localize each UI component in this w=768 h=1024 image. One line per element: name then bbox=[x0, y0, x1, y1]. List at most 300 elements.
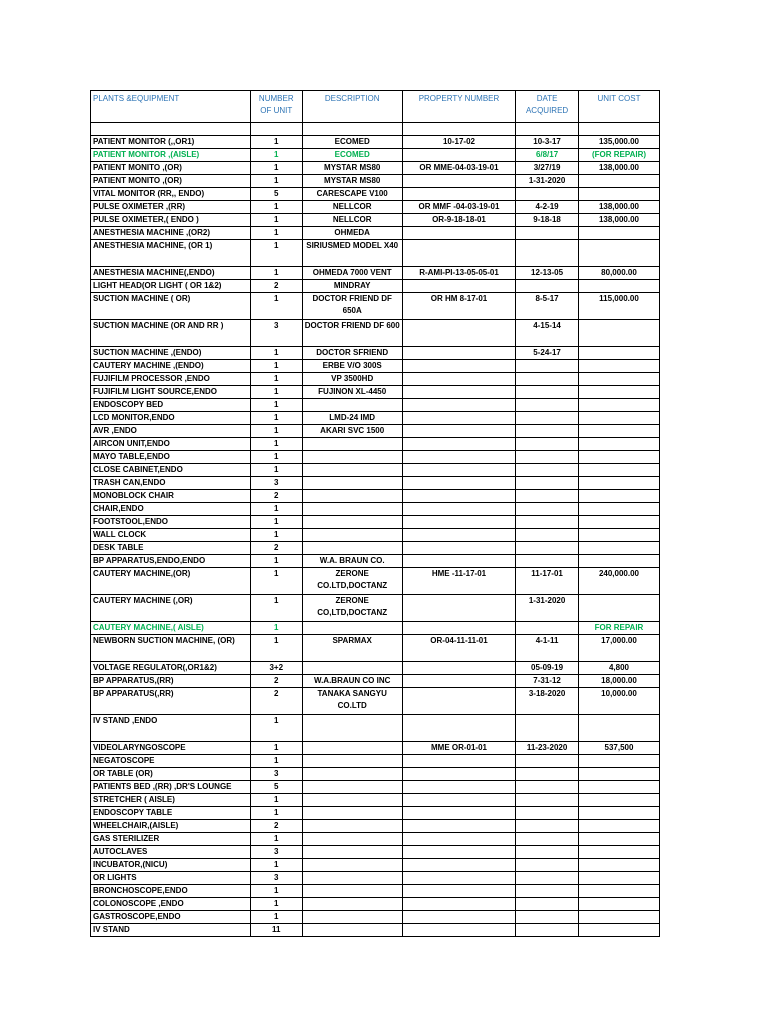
cell-date-acquired: 8-5-17 bbox=[516, 293, 579, 320]
cell-number-of-unit: 1 bbox=[250, 227, 302, 240]
cell-equipment bbox=[91, 123, 251, 136]
cell-date-acquired bbox=[516, 503, 579, 516]
cell-date-acquired bbox=[516, 280, 579, 293]
cell-equipment: ENDOSCOPY BED bbox=[91, 399, 251, 412]
cell-date-acquired bbox=[516, 542, 579, 555]
cell-property-number bbox=[402, 240, 515, 267]
cell-equipment: ANESTHESIA MACHINE(,ENDO) bbox=[91, 267, 251, 280]
cell-unit-cost bbox=[578, 755, 659, 768]
cell-property-number bbox=[402, 781, 515, 794]
table-row bbox=[91, 123, 660, 136]
cell-property-number bbox=[402, 529, 515, 542]
table-row bbox=[91, 568, 660, 595]
table-row bbox=[91, 347, 660, 360]
cell-date-acquired bbox=[516, 490, 579, 503]
cell-number-of-unit: 3 bbox=[250, 320, 302, 347]
cell-unit-cost: 10,000.00 bbox=[578, 688, 659, 715]
cell-unit-cost bbox=[578, 859, 659, 872]
table-row bbox=[91, 885, 660, 898]
table-row bbox=[91, 503, 660, 516]
table-row bbox=[91, 911, 660, 924]
cell-description bbox=[302, 399, 402, 412]
cell-number-of-unit: 1 bbox=[250, 267, 302, 280]
cell-equipment: VITAL MONITOR (RR,, ENDO) bbox=[91, 188, 251, 201]
cell-date-acquired bbox=[516, 755, 579, 768]
cell-unit-cost bbox=[578, 542, 659, 555]
cell-date-acquired bbox=[516, 438, 579, 451]
table-row bbox=[91, 149, 660, 162]
cell-date-acquired bbox=[516, 622, 579, 635]
cell-unit-cost bbox=[578, 425, 659, 438]
cell-date-acquired: 4-15-14 bbox=[516, 320, 579, 347]
cell-unit-cost bbox=[578, 347, 659, 360]
table-row bbox=[91, 188, 660, 201]
cell-date-acquired: 4-1-11 bbox=[516, 635, 579, 662]
cell-number-of-unit: 1 bbox=[250, 516, 302, 529]
cell-number-of-unit: 1 bbox=[250, 529, 302, 542]
cell-number-of-unit: 1 bbox=[250, 503, 302, 516]
cell-equipment: BP APPARATUS(,RR) bbox=[91, 688, 251, 715]
cell-date-acquired bbox=[516, 529, 579, 542]
cell-number-of-unit: 1 bbox=[250, 464, 302, 477]
cell-property-number bbox=[402, 768, 515, 781]
cell-unit-cost bbox=[578, 188, 659, 201]
table-row bbox=[91, 201, 660, 214]
cell-number-of-unit: 1 bbox=[250, 622, 302, 635]
cell-equipment: IV STAND bbox=[91, 924, 251, 937]
cell-unit-cost bbox=[578, 555, 659, 568]
cell-equipment: LCD MONITOR,ENDO bbox=[91, 412, 251, 425]
cell-number-of-unit: 1 bbox=[250, 911, 302, 924]
cell-number-of-unit: 1 bbox=[250, 555, 302, 568]
cell-equipment: VIDEOLARYNGOSCOPE bbox=[91, 742, 251, 755]
cell-number-of-unit: 3 bbox=[250, 872, 302, 885]
table-row bbox=[91, 742, 660, 755]
cell-description bbox=[302, 768, 402, 781]
cell-number-of-unit: 1 bbox=[250, 807, 302, 820]
cell-description bbox=[302, 438, 402, 451]
cell-number-of-unit: 3 bbox=[250, 846, 302, 859]
cell-equipment: IV STAND ,ENDO bbox=[91, 715, 251, 742]
cell-date-acquired bbox=[516, 425, 579, 438]
cell-unit-cost bbox=[578, 794, 659, 807]
cell-unit-cost: 17,000.00 bbox=[578, 635, 659, 662]
cell-equipment: CAUTERY MACHINE ,(ENDO) bbox=[91, 360, 251, 373]
cell-equipment: CHAIR,ENDO bbox=[91, 503, 251, 516]
table-row bbox=[91, 846, 660, 859]
cell-description bbox=[302, 123, 402, 136]
cell-description: DOCTOR FRIEND DF 650A bbox=[302, 293, 402, 320]
cell-equipment: SUCTION MACHINE ,(ENDO) bbox=[91, 347, 251, 360]
cell-date-acquired bbox=[516, 555, 579, 568]
cell-description: DOCTOR FRIEND DF 600 bbox=[302, 320, 402, 347]
cell-equipment: GASTROSCOPE,ENDO bbox=[91, 911, 251, 924]
cell-unit-cost bbox=[578, 399, 659, 412]
cell-equipment: CAUTERY MACHINE,(OR) bbox=[91, 568, 251, 595]
cell-equipment: BP APPARATUS,(RR) bbox=[91, 675, 251, 688]
cell-number-of-unit: 1 bbox=[250, 568, 302, 595]
cell-property-number bbox=[402, 438, 515, 451]
table-row bbox=[91, 516, 660, 529]
table-row bbox=[91, 675, 660, 688]
table-row bbox=[91, 490, 660, 503]
cell-unit-cost bbox=[578, 768, 659, 781]
cell-date-acquired bbox=[516, 188, 579, 201]
cell-date-acquired bbox=[516, 516, 579, 529]
cell-equipment: LIGHT HEAD(OR LIGHT ( OR 1&2) bbox=[91, 280, 251, 293]
table-row bbox=[91, 227, 660, 240]
cell-property-number bbox=[402, 347, 515, 360]
cell-date-acquired: 7-31-12 bbox=[516, 675, 579, 688]
table-row bbox=[91, 807, 660, 820]
cell-equipment: FOOTSTOOL,ENDO bbox=[91, 516, 251, 529]
cell-property-number bbox=[402, 360, 515, 373]
cell-unit-cost: 138,000.00 bbox=[578, 162, 659, 175]
cell-unit-cost bbox=[578, 529, 659, 542]
cell-number-of-unit: 1 bbox=[250, 214, 302, 227]
cell-equipment: PATIENT MONITO ,(OR) bbox=[91, 162, 251, 175]
cell-property-number bbox=[402, 123, 515, 136]
cell-description: DOCTOR SFRIEND bbox=[302, 347, 402, 360]
cell-unit-cost bbox=[578, 807, 659, 820]
table-row bbox=[91, 924, 660, 937]
table-row bbox=[91, 622, 660, 635]
cell-description: NELLCOR bbox=[302, 201, 402, 214]
cell-number-of-unit: 1 bbox=[250, 635, 302, 662]
cell-description bbox=[302, 846, 402, 859]
cell-unit-cost bbox=[578, 846, 659, 859]
cell-unit-cost bbox=[578, 595, 659, 622]
table-row bbox=[91, 162, 660, 175]
cell-property-number bbox=[402, 675, 515, 688]
table-row bbox=[91, 214, 660, 227]
cell-date-acquired: 11-23-2020 bbox=[516, 742, 579, 755]
table-row bbox=[91, 293, 660, 320]
cell-date-acquired bbox=[516, 386, 579, 399]
cell-description: AKARI SVC 1500 bbox=[302, 425, 402, 438]
cell-property-number bbox=[402, 872, 515, 885]
cell-date-acquired bbox=[516, 240, 579, 267]
cell-equipment: WHEELCHAIR,(AISLE) bbox=[91, 820, 251, 833]
cell-number-of-unit: 1 bbox=[250, 438, 302, 451]
cell-property-number bbox=[402, 386, 515, 399]
cell-unit-cost bbox=[578, 477, 659, 490]
cell-equipment: COLONOSCOPE ,ENDO bbox=[91, 898, 251, 911]
cell-number-of-unit: 1 bbox=[250, 595, 302, 622]
cell-unit-cost bbox=[578, 924, 659, 937]
cell-unit-cost: 135,000.00 bbox=[578, 136, 659, 149]
cell-unit-cost bbox=[578, 373, 659, 386]
cell-number-of-unit: 1 bbox=[250, 149, 302, 162]
cell-property-number bbox=[402, 911, 515, 924]
cell-number-of-unit: 1 bbox=[250, 898, 302, 911]
cell-equipment: FUJIFILM PROCESSOR ,ENDO bbox=[91, 373, 251, 386]
cell-description: VP 3500HD bbox=[302, 373, 402, 386]
cell-description bbox=[302, 503, 402, 516]
cell-property-number bbox=[402, 477, 515, 490]
cell-property-number bbox=[402, 715, 515, 742]
cell-date-acquired: 11-17-01 bbox=[516, 568, 579, 595]
cell-equipment: BRONCHOSCOPE,ENDO bbox=[91, 885, 251, 898]
header-number-of-unit: NUMBER OF UNIT bbox=[250, 91, 302, 123]
cell-number-of-unit bbox=[250, 123, 302, 136]
cell-number-of-unit: 1 bbox=[250, 715, 302, 742]
cell-unit-cost: 240,000.00 bbox=[578, 568, 659, 595]
cell-description bbox=[302, 622, 402, 635]
cell-description: FUJINON XL-4450 bbox=[302, 386, 402, 399]
cell-unit-cost: 18,000.00 bbox=[578, 675, 659, 688]
cell-unit-cost bbox=[578, 360, 659, 373]
cell-property-number: 10-17-02 bbox=[402, 136, 515, 149]
table-row bbox=[91, 662, 660, 675]
table-row bbox=[91, 635, 660, 662]
cell-property-number bbox=[402, 175, 515, 188]
cell-description: SIRIUSMED MODEL X40 bbox=[302, 240, 402, 267]
cell-equipment: WALL CLOCK bbox=[91, 529, 251, 542]
cell-description bbox=[302, 516, 402, 529]
cell-equipment: GAS STERILIZER bbox=[91, 833, 251, 846]
cell-unit-cost: 80,000.00 bbox=[578, 267, 659, 280]
cell-date-acquired bbox=[516, 451, 579, 464]
cell-property-number bbox=[402, 227, 515, 240]
table-row bbox=[91, 280, 660, 293]
cell-date-acquired bbox=[516, 885, 579, 898]
cell-number-of-unit: 1 bbox=[250, 399, 302, 412]
cell-equipment: AUTOCLAVES bbox=[91, 846, 251, 859]
cell-description: ZERONE CO,LTD,DOCTANZ bbox=[302, 595, 402, 622]
cell-equipment: FUJIFILM LIGHT SOURCE,ENDO bbox=[91, 386, 251, 399]
cell-description: ECOMED bbox=[302, 136, 402, 149]
cell-unit-cost: (FOR REPAIR) bbox=[578, 149, 659, 162]
cell-equipment: INCUBATOR,(NICU) bbox=[91, 859, 251, 872]
cell-number-of-unit: 1 bbox=[250, 885, 302, 898]
table-row bbox=[91, 833, 660, 846]
cell-number-of-unit: 2 bbox=[250, 820, 302, 833]
table-header-row bbox=[91, 91, 660, 123]
cell-number-of-unit: 2 bbox=[250, 490, 302, 503]
cell-date-acquired bbox=[516, 412, 579, 425]
cell-number-of-unit: 1 bbox=[250, 240, 302, 267]
cell-description: TANAKA SANGYU CO.LTD bbox=[302, 688, 402, 715]
cell-equipment: OR TABLE (OR) bbox=[91, 768, 251, 781]
cell-equipment: BP APPARATUS,ENDO,ENDO bbox=[91, 555, 251, 568]
cell-date-acquired bbox=[516, 477, 579, 490]
table-row bbox=[91, 175, 660, 188]
cell-description bbox=[302, 477, 402, 490]
cell-unit-cost bbox=[578, 464, 659, 477]
table-row bbox=[91, 794, 660, 807]
cell-unit-cost bbox=[578, 412, 659, 425]
cell-number-of-unit: 2 bbox=[250, 688, 302, 715]
cell-property-number: OR-9-18-18-01 bbox=[402, 214, 515, 227]
cell-equipment: STRETCHER ( AISLE) bbox=[91, 794, 251, 807]
table-row bbox=[91, 715, 660, 742]
cell-date-acquired bbox=[516, 833, 579, 846]
cell-unit-cost bbox=[578, 451, 659, 464]
cell-date-acquired bbox=[516, 794, 579, 807]
cell-equipment: SUCTION MACHINE (OR AND RR ) bbox=[91, 320, 251, 347]
cell-equipment: AIRCON UNIT,ENDO bbox=[91, 438, 251, 451]
cell-number-of-unit: 1 bbox=[250, 162, 302, 175]
cell-date-acquired bbox=[516, 859, 579, 872]
cell-date-acquired bbox=[516, 846, 579, 859]
cell-description: MYSTAR MS80 bbox=[302, 162, 402, 175]
cell-number-of-unit: 1 bbox=[250, 175, 302, 188]
cell-unit-cost: 138,000.00 bbox=[578, 214, 659, 227]
cell-description bbox=[302, 542, 402, 555]
cell-property-number bbox=[402, 755, 515, 768]
table-row bbox=[91, 755, 660, 768]
table-row bbox=[91, 542, 660, 555]
cell-equipment: PATIENT MONITO ,(OR) bbox=[91, 175, 251, 188]
cell-equipment: TRASH CAN,ENDO bbox=[91, 477, 251, 490]
cell-date-acquired: 5-24-17 bbox=[516, 347, 579, 360]
cell-number-of-unit: 11 bbox=[250, 924, 302, 937]
table-row bbox=[91, 373, 660, 386]
cell-property-number bbox=[402, 373, 515, 386]
cell-description bbox=[302, 820, 402, 833]
cell-date-acquired: 6/8/17 bbox=[516, 149, 579, 162]
cell-date-acquired bbox=[516, 807, 579, 820]
cell-date-acquired: 1-31-2020 bbox=[516, 595, 579, 622]
cell-description bbox=[302, 807, 402, 820]
cell-property-number bbox=[402, 464, 515, 477]
cell-description bbox=[302, 451, 402, 464]
cell-equipment: CAUTERY MACHINE,( AISLE) bbox=[91, 622, 251, 635]
cell-property-number: OR-04-11-11-01 bbox=[402, 635, 515, 662]
cell-property-number bbox=[402, 794, 515, 807]
cell-number-of-unit: 1 bbox=[250, 360, 302, 373]
cell-description bbox=[302, 898, 402, 911]
cell-property-number: MME OR-01-01 bbox=[402, 742, 515, 755]
cell-equipment: ANESTHESIA MACHINE ,(OR2) bbox=[91, 227, 251, 240]
cell-property-number bbox=[402, 885, 515, 898]
cell-description: W.A. BRAUN CO. bbox=[302, 555, 402, 568]
cell-number-of-unit: 2 bbox=[250, 280, 302, 293]
cell-unit-cost bbox=[578, 175, 659, 188]
cell-unit-cost bbox=[578, 911, 659, 924]
cell-property-number bbox=[402, 820, 515, 833]
cell-property-number bbox=[402, 320, 515, 347]
cell-description bbox=[302, 924, 402, 937]
cell-date-acquired bbox=[516, 227, 579, 240]
cell-description: MYSTAR MS80 bbox=[302, 175, 402, 188]
cell-unit-cost bbox=[578, 438, 659, 451]
header-date-acquired: DATE ACQUIRED bbox=[516, 91, 579, 123]
cell-description bbox=[302, 662, 402, 675]
cell-number-of-unit: 1 bbox=[250, 425, 302, 438]
cell-number-of-unit: 3+2 bbox=[250, 662, 302, 675]
header-property-number: PROPERTY NUMBER bbox=[402, 91, 515, 123]
table-row bbox=[91, 425, 660, 438]
cell-date-acquired bbox=[516, 781, 579, 794]
cell-unit-cost bbox=[578, 885, 659, 898]
cell-date-acquired bbox=[516, 768, 579, 781]
cell-number-of-unit: 1 bbox=[250, 136, 302, 149]
cell-description bbox=[302, 781, 402, 794]
cell-description: ZERONE CO.LTD,DOCTANZ bbox=[302, 568, 402, 595]
cell-unit-cost bbox=[578, 240, 659, 267]
cell-date-acquired bbox=[516, 360, 579, 373]
cell-unit-cost bbox=[578, 820, 659, 833]
table-row bbox=[91, 464, 660, 477]
table-row bbox=[91, 555, 660, 568]
cell-date-acquired: 4-2-19 bbox=[516, 201, 579, 214]
cell-unit-cost bbox=[578, 227, 659, 240]
table-row bbox=[91, 688, 660, 715]
cell-number-of-unit: 1 bbox=[250, 794, 302, 807]
table-row bbox=[91, 451, 660, 464]
cell-equipment: VOLTAGE REGULATOR(,OR1&2) bbox=[91, 662, 251, 675]
cell-date-acquired bbox=[516, 911, 579, 924]
cell-number-of-unit: 3 bbox=[250, 477, 302, 490]
cell-unit-cost bbox=[578, 898, 659, 911]
cell-unit-cost bbox=[578, 123, 659, 136]
cell-description bbox=[302, 755, 402, 768]
cell-number-of-unit: 1 bbox=[250, 451, 302, 464]
cell-property-number bbox=[402, 833, 515, 846]
table-row bbox=[91, 595, 660, 622]
table-row bbox=[91, 136, 660, 149]
cell-property-number: OR MME-04-03-19-01 bbox=[402, 162, 515, 175]
header-description: DESCRIPTION bbox=[302, 91, 402, 123]
cell-equipment: NEWBORN SUCTION MACHINE, (OR) bbox=[91, 635, 251, 662]
table-row bbox=[91, 320, 660, 347]
cell-date-acquired: 3/27/19 bbox=[516, 162, 579, 175]
cell-description bbox=[302, 885, 402, 898]
cell-property-number bbox=[402, 622, 515, 635]
cell-property-number: OR MMF -04-03-19-01 bbox=[402, 201, 515, 214]
cell-property-number bbox=[402, 503, 515, 516]
cell-equipment: ENDOSCOPY TABLE bbox=[91, 807, 251, 820]
cell-property-number bbox=[402, 425, 515, 438]
cell-number-of-unit: 5 bbox=[250, 781, 302, 794]
table-row bbox=[91, 267, 660, 280]
cell-date-acquired bbox=[516, 373, 579, 386]
cell-property-number bbox=[402, 807, 515, 820]
cell-equipment: MAYO TABLE,ENDO bbox=[91, 451, 251, 464]
cell-date-acquired bbox=[516, 872, 579, 885]
table-row bbox=[91, 477, 660, 490]
cell-unit-cost bbox=[578, 503, 659, 516]
cell-property-number: HME -11-17-01 bbox=[402, 568, 515, 595]
cell-property-number bbox=[402, 924, 515, 937]
cell-equipment: PATIENT MONITOR (,,OR1) bbox=[91, 136, 251, 149]
cell-unit-cost bbox=[578, 280, 659, 293]
cell-unit-cost bbox=[578, 320, 659, 347]
cell-property-number bbox=[402, 662, 515, 675]
cell-description: MINDRAY bbox=[302, 280, 402, 293]
table-row bbox=[91, 399, 660, 412]
cell-description: LMD-24 IMD bbox=[302, 412, 402, 425]
cell-date-acquired: 1-31-2020 bbox=[516, 175, 579, 188]
cell-number-of-unit: 2 bbox=[250, 542, 302, 555]
cell-property-number bbox=[402, 846, 515, 859]
cell-number-of-unit: 1 bbox=[250, 742, 302, 755]
cell-property-number bbox=[402, 555, 515, 568]
cell-description bbox=[302, 833, 402, 846]
cell-description bbox=[302, 464, 402, 477]
cell-property-number bbox=[402, 280, 515, 293]
cell-date-acquired bbox=[516, 399, 579, 412]
header-plants-equipment: PLANTS &EQUIPMENT bbox=[91, 91, 251, 123]
cell-description: W.A.BRAUN CO INC bbox=[302, 675, 402, 688]
cell-property-number bbox=[402, 412, 515, 425]
table-row bbox=[91, 768, 660, 781]
table-row bbox=[91, 412, 660, 425]
cell-number-of-unit: 5 bbox=[250, 188, 302, 201]
table-row bbox=[91, 240, 660, 267]
